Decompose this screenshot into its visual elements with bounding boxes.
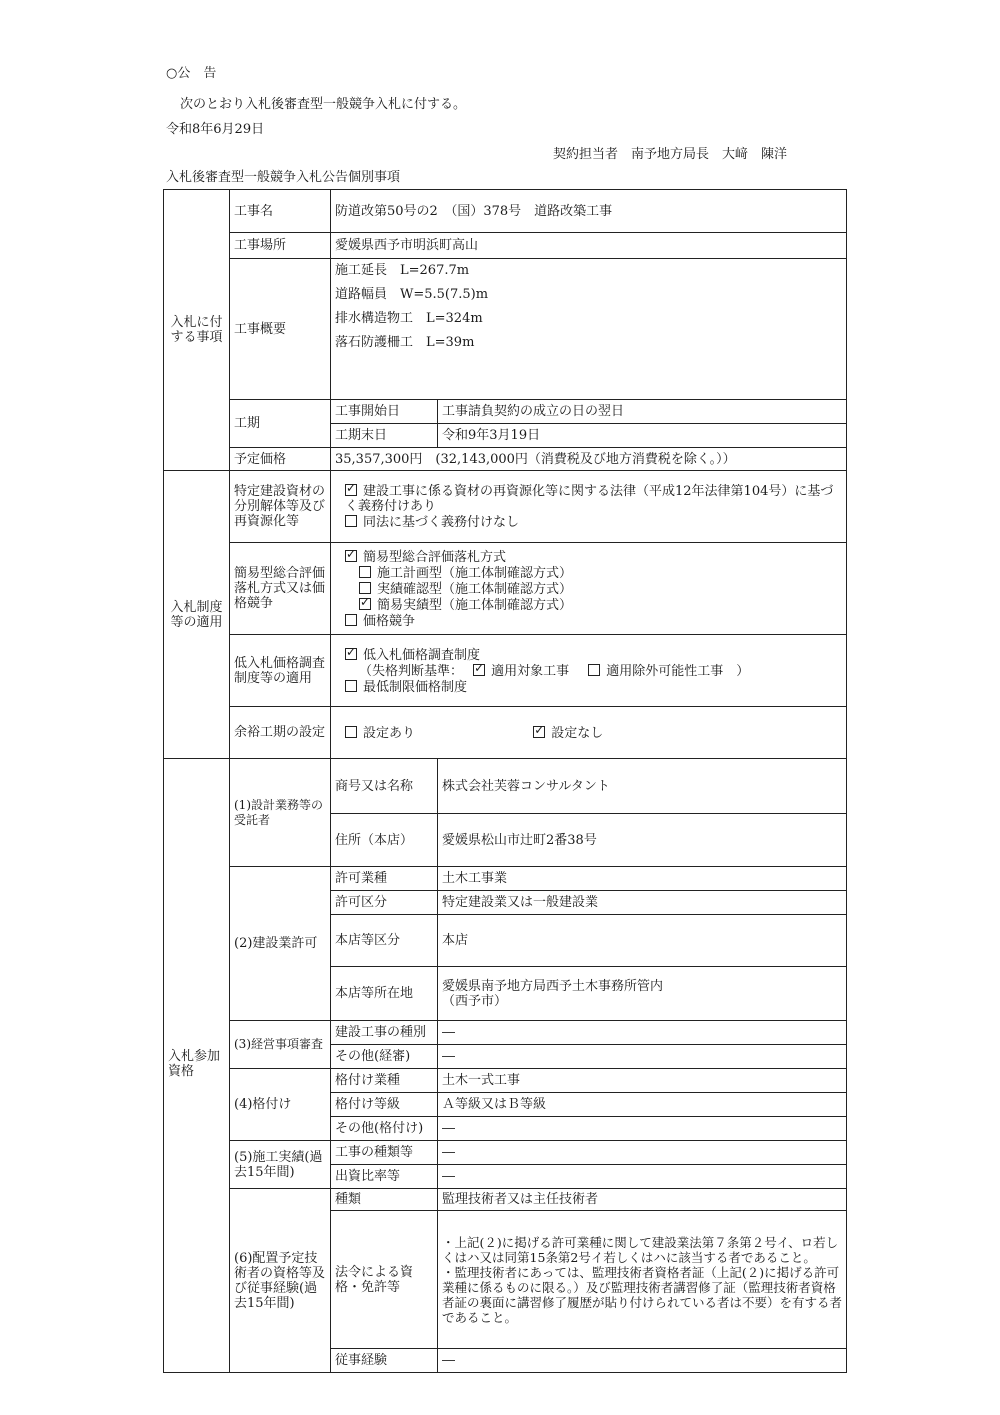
low-criteria-a-checkbox[interactable] — [473, 664, 485, 676]
notice-heading: ○公 告 — [166, 66, 217, 81]
rank-type-value: 土木一式工事 — [438, 1069, 847, 1093]
rank-grade-value: Ａ等級又はＢ等級 — [438, 1093, 847, 1117]
eval-opt-checkbox[interactable] — [359, 598, 371, 610]
eng-kind-label: 種類 — [331, 1189, 438, 1211]
license-class-value: 特定建設業又は一般建設業 — [438, 891, 847, 915]
recycle-opt2-text: 同法に基づく義務付けなし — [363, 515, 520, 530]
intro-text: 次のとおり入札後審査型一般競争入札に付する。 — [180, 97, 467, 112]
office-loc-value — [438, 967, 847, 1021]
perf-kind-value: ― — [438, 1141, 847, 1165]
overview-line: 排水構造物工 L=324m — [335, 311, 483, 326]
low-opt2-checkbox[interactable] — [345, 680, 357, 692]
start-value: 工事請負契約の成立の日の翌日 — [438, 400, 847, 424]
eng-law-para: ・監理技術者にあっては、監理技術者資格者証（上記(２)に掲げる許可業種に係るものに限る。）及び監理技術者講習修了証（監理技術者資格者証の裏面に講習修了履歴が貼り付けられている者は不要）を有する者であること。 — [442, 1264, 843, 1325]
rank-type-label: 格付け業種 — [331, 1069, 438, 1093]
recycle-opt1-checkbox[interactable] — [345, 484, 357, 496]
eval-opt-text: 簡易実績型（施工体制確認方式） — [377, 597, 573, 613]
eng-law-para: ・上記(２)に掲げる許可業種に関して建設業法第７条第２号イ、ロ若しくはハ又は同第15条第2号イ若しくはハに該当する者であること。 — [442, 1234, 839, 1265]
eval-opt-checkbox[interactable] — [345, 550, 357, 562]
license-type-value: 土木工事業 — [438, 867, 847, 891]
overview-line: 道路幅員 W=5.5(7.5)m — [335, 287, 489, 302]
low-criteria-b-text: 適用除外可能性工事 ） — [606, 663, 750, 679]
perf-ratio-label: 出資比率等 — [331, 1165, 438, 1189]
section-qual-label: 入札参加資格 — [164, 759, 230, 1373]
office-loc-line: 愛媛県南予地方局西予土木事務所管内 — [442, 978, 664, 994]
period-label: 工期 — [230, 400, 331, 448]
recycle-opt1-text: 建設工事に係る資材の再資源化等に関する法律（平成12年法律第104号）に基づく義務付けあり — [345, 484, 834, 514]
mgmt-kind-value: ― — [438, 1021, 847, 1045]
spare-opt2-text: 設定なし — [551, 725, 604, 741]
eng-exp-label: 従事経験 — [331, 1349, 438, 1373]
eng-exp-value: ― — [438, 1349, 847, 1373]
license-type-label: 許可業種 — [331, 867, 438, 891]
eval-opt-text: 実績確認型（施工体制確認方式） — [377, 581, 573, 597]
office-class-value: 本店 — [438, 915, 847, 967]
license-class-label: 許可区分 — [331, 891, 438, 915]
office-loc-label: 本店等所在地 — [331, 967, 438, 1021]
spare-opt2-checkbox[interactable] — [533, 726, 545, 738]
end-value: 令和9年3月19日 — [438, 424, 847, 448]
low-price-label: 低入札価格調査制度等の適用 — [230, 635, 331, 707]
section-bid-label: 入札に付する事項 — [164, 190, 230, 471]
price-label: 予定価格 — [230, 448, 331, 471]
mgmt-other-value: ― — [438, 1045, 847, 1069]
mgmt-kind-label: 建設工事の種別 — [331, 1021, 438, 1045]
low-criteria-a-text: 適用対象工事 — [491, 663, 570, 679]
address-label: 住所（本店） — [331, 814, 438, 867]
recycle-opt2-checkbox[interactable] — [345, 515, 357, 527]
end-label: 工期末日 — [331, 424, 438, 448]
eval-opt-text: 簡易型総合評価落札方式 — [363, 549, 507, 565]
perf-label: (5)施工実績(過去15年間) — [230, 1141, 331, 1189]
rank-grade-label: 格付け等級 — [331, 1093, 438, 1117]
overview-value — [331, 259, 847, 400]
price-value: 35,357,300円 (32,143,000円（消費税及び地方消費税を除く。）） — [331, 448, 847, 471]
signer: 契約担当者 南予地方局長 大﨑 陳洋 — [553, 147, 788, 162]
recycle-options — [331, 471, 847, 543]
low-opt1-text: 低入札価格調査制度 — [363, 647, 481, 663]
address-value: 愛媛県松山市辻町2番38号 — [438, 814, 847, 867]
company-label: 商号又は名称 — [331, 759, 438, 814]
eval-opt-text: 価格競争 — [363, 613, 416, 629]
spare-period-options — [331, 707, 847, 759]
eng-kind-value: 監理技術者又は主任技術者 — [438, 1189, 847, 1211]
perf-kind-label: 工事の種類等 — [331, 1141, 438, 1165]
spare-period-label: 余裕工期の設定 — [230, 707, 331, 759]
table-caption: 入札後審査型一般競争入札公告個別事項 — [166, 170, 401, 185]
section-system-label: 入札制度等の適用 — [164, 471, 230, 759]
eval-opt-checkbox[interactable] — [345, 614, 357, 626]
place-label: 工事場所 — [230, 233, 331, 259]
overview-line: 落石防護柵工 L=39m — [335, 335, 475, 350]
bid-details-table — [163, 189, 847, 1373]
spare-opt1-text: 設定あり — [363, 725, 416, 741]
low-price-options — [331, 635, 847, 707]
start-label: 工事開始日 — [331, 400, 438, 424]
name-value: 防道改第50号の2 （国）378号 道路改築工事 — [331, 190, 847, 233]
rank-other-value: ― — [438, 1117, 847, 1141]
low-criteria-b-checkbox[interactable] — [588, 664, 600, 676]
place-value: 愛媛県西予市明浜町高山 — [331, 233, 847, 259]
perf-ratio-value: ― — [438, 1165, 847, 1189]
license-label: (2)建設業許可 — [230, 867, 331, 1021]
eval-opt-text: 施工計画型（施工体制確認方式） — [377, 565, 573, 581]
rank-label: (4)格付け — [230, 1069, 331, 1141]
overview-line: 施工延長 L=267.7m — [335, 263, 470, 278]
low-criteria-prefix: （失格判断基準： — [359, 663, 464, 679]
overview-label: 工事概要 — [230, 259, 331, 400]
eval-opt-checkbox[interactable] — [359, 566, 371, 578]
low-opt2-text: 最低制限価格制度 — [363, 679, 468, 695]
eval-label: 簡易型総合評価落札方式又は価格競争 — [230, 543, 331, 635]
company-value: 株式会社芙蓉コンサルタント — [438, 759, 847, 814]
recycle-label: 特定建設資材の分別解体等及び再資源化等 — [230, 471, 331, 543]
office-loc-line: （西予市） — [442, 993, 508, 1009]
notice-date: 令和8年6月29日 — [166, 122, 265, 137]
eng-law-value — [438, 1211, 847, 1349]
eval-options — [331, 543, 847, 635]
low-opt1-checkbox[interactable] — [345, 648, 357, 660]
eng-law-label: 法令による資格・免許等 — [331, 1211, 438, 1349]
rank-other-label: その他(格付け) — [331, 1117, 438, 1141]
spare-opt1-checkbox[interactable] — [345, 726, 357, 738]
name-label: 工事名 — [230, 190, 331, 233]
office-class-label: 本店等区分 — [331, 915, 438, 967]
eng-label: (6)配置予定技術者の資格等及び従事経験(過去15年間) — [230, 1189, 331, 1373]
eval-opt-checkbox[interactable] — [359, 582, 371, 594]
design-label: (1)設計業務等の受託者 — [230, 759, 331, 867]
mgmt-other-label: その他(経審) — [331, 1045, 438, 1069]
mgmt-label: (3)経営事項審査 — [230, 1021, 331, 1069]
